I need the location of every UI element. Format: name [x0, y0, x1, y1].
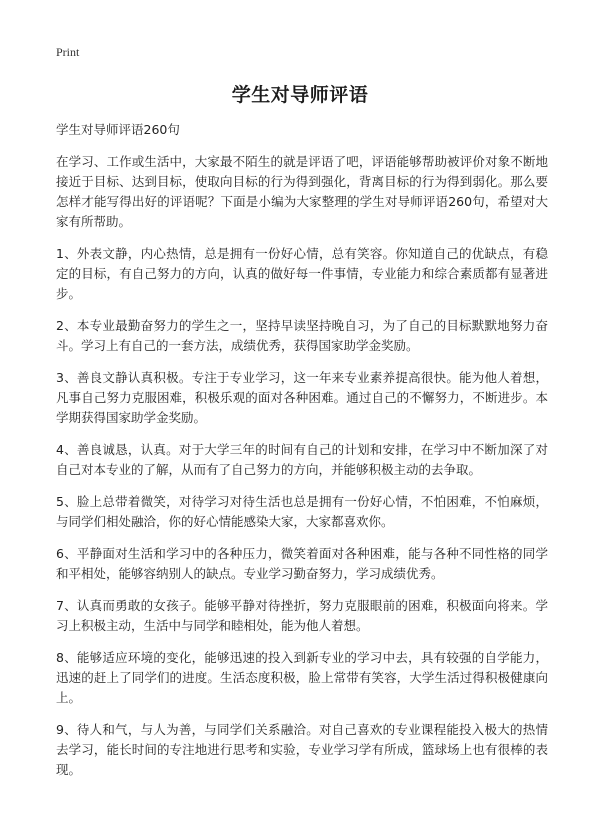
comment-item-6: 6、平静面对生活和学习中的各种压力，微笑着面对各种困难，能与各种不同性格的同学和平相处，能够容纳别人的缺点。专业学习勤奋努力，学习成绩优秀。	[56, 546, 548, 581]
comment-item-4: 4、善良诚恳，认真。对于大学三年的时间有自己的计划和安排，在学习中不断加深了对自己对本专业的了解，从而有了自己努力的方向，并能够积极主动的去争取。	[56, 442, 548, 477]
comment-item-8: 8、能够适应环境的变化，能够迅速的投入到新专业的学习中去，具有较强的自学能力，迅速的赶上了同学们的进度。生活态度积极，脸上常带有笑容，大学生活过得积极健康向上。	[56, 650, 548, 705]
comment-item-1: 1、外表文静，内心热情，总是拥有一份好心情，总有笑容。你知道自己的优缺点，有稳定的目标，有自己努力的方向，认真的做好每一件事情，专业能力和综合素质都有显著进步。	[56, 246, 548, 301]
comment-item-7: 7、认真而勇敢的女孩子。能够平静对待挫折，努力克服眼前的困难，积极面向将来。学习上积极主动，生活中与同学和睦相处，能为他人着想。	[56, 598, 548, 633]
document-subtitle: 学生对导师评语260句	[56, 122, 180, 137]
document-body	[56, 120, 548, 792]
comment-item-9: 9、待人和气，与人为善，与同学们关系融洽。对自己喜欢的专业课程能投入极大的热情去学习，能长时间的专注地进行思考和实验，专业学习学有所成，篮球场上也有很棒的表现。	[56, 722, 548, 777]
document-title: 学生对导师评语	[231, 84, 369, 106]
comment-item-3: 3、善良文静认真积极。专注于专业学习，这一年来专业素养提高很快。能为他人着想，凡事自己努力克服困难，积极乐观的面对各种困难。通过自己的不懈努力，不断进步。本学期获得国家助学金奖励。	[56, 370, 548, 425]
comment-item-2: 2、本专业最勤奋努力的学生之一，坚持早读坚持晚自习，为了自己的目标默默地努力奋斗。学习上有自己的一套方法，成绩优秀，获得国家助学金奖励。	[56, 318, 548, 353]
print-label: Print	[56, 45, 80, 59]
comment-item-5: 5、脸上总带着微笑，对待学习对待生活也总是拥有一份好心情，不怕困难，不怕麻烦，与同学们相处融洽，你的好心情能感染大家，大家都喜欢你。	[56, 494, 548, 529]
intro-paragraph: 在学习、工作或生活中，大家最不陌生的就是评语了吧，评语能够帮助被评价对象不断地接近于目标、达到目标，使取向目标的行为得到强化，背离目标的行为得到弱化。那么要怎样才能写得出好的评语呢？下面是小编为大家整理的学生对导师评语260句，希望对大家有所帮助。	[56, 154, 548, 229]
